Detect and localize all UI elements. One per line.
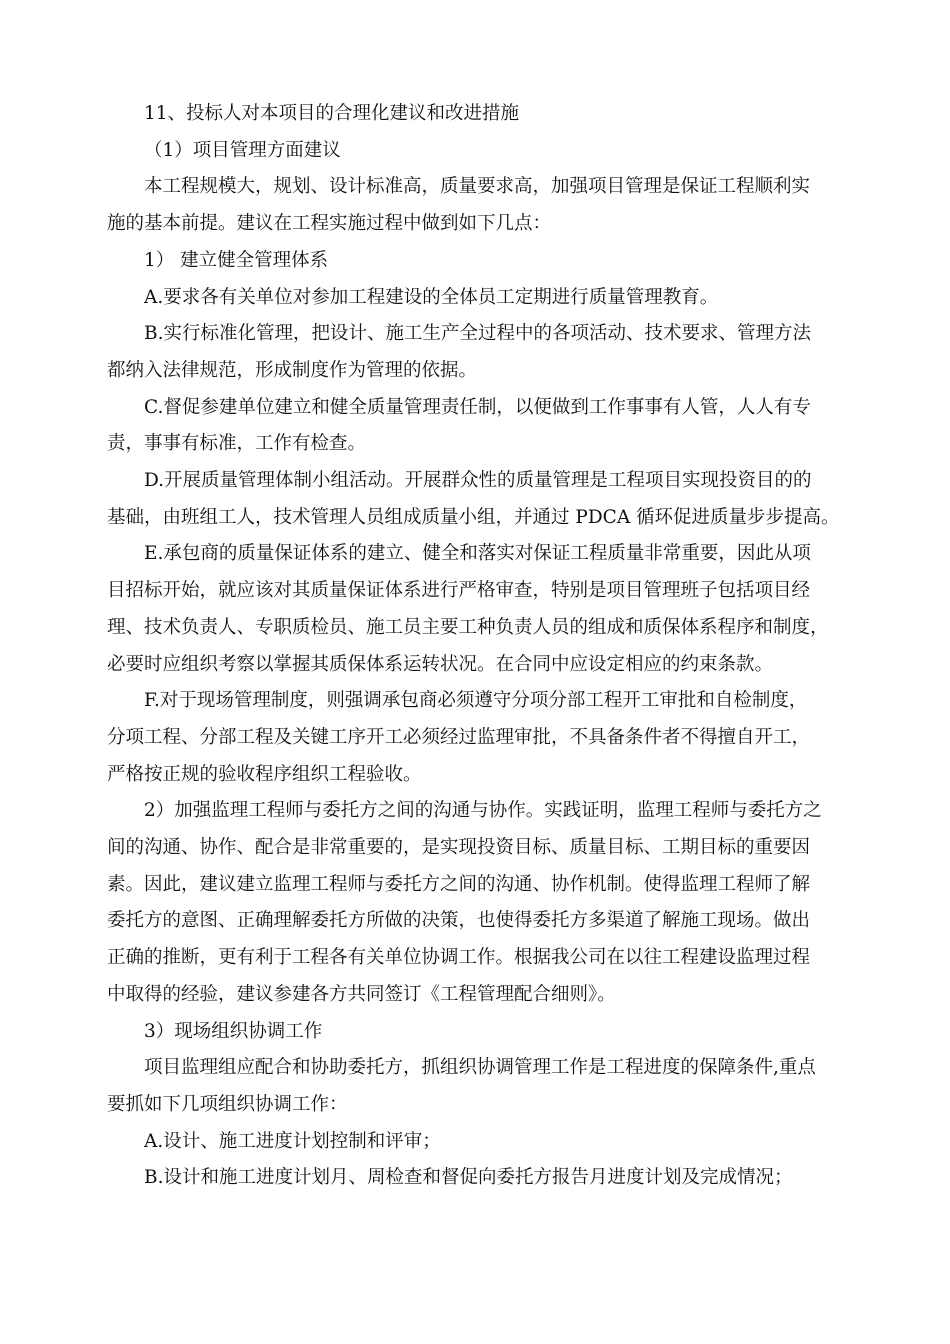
text-line: 严格按正规的验收程序组织工程验收。 <box>107 763 422 785</box>
item-d <box>107 463 842 536</box>
item-e <box>107 536 842 683</box>
text-line: 必要时应组织考察以掌握其质保体系运转状况。在合同中应设定相应的约束条款。 <box>107 653 774 675</box>
text-line: 中取得的经验，建议参建各方共同签订《工程管理配合细则》。 <box>107 983 616 1005</box>
text-line: 本工程规模大，规划、设计标准高，质量要求高，加强项目管理是保证工程顺利实 <box>144 176 811 198</box>
text-line: 项目监理组应配合和协助委托方，抓组织协调管理工作是工程进度的保障条件,重点 <box>144 1057 816 1079</box>
item-3-intro <box>107 1050 842 1123</box>
section-heading: 11、投标人对本项目的合理化建议和改进措施 <box>144 103 520 124</box>
item-2-paragraph <box>107 793 842 1013</box>
text-line: B.实行标准化管理，把设计、施工生产全过程中的各项活动、技术要求、管理方法 <box>144 323 811 345</box>
item-3-title: 3）现场组织协调工作 <box>144 1020 323 1042</box>
subsection-heading: （1）项目管理方面建议 <box>144 139 341 161</box>
text-line: 素。因此，建议建立监理工程师与委托方之间的沟通、协作机制。使得监理工程师了解 <box>107 873 811 895</box>
text-line: 理、技术负责人、专职质检员、施工员主要工种负责人员的组成和质保体系程序和制度， <box>107 616 829 638</box>
text-line: 分项工程、分部工程及关键工序开工必须经过监理审批，不具备条件者不得擅自开工， <box>107 726 811 748</box>
text-line: C.督促参建单位建立和健全质量管理责任制，以便做到工作事事有人管，人人有专 <box>144 396 811 418</box>
item-a: A.要求各有关单位对参加工程建设的全体员工定期进行质量管理教育。 <box>144 286 719 308</box>
item-3-b: B.设计和施工进度计划月、周检查和督促向委托方报告月进度计划及完成情况； <box>144 1167 793 1189</box>
text-line: 2）加强监理工程师与委托方之间的沟通与协作。实践证明，监理工程师与委托方之 <box>144 800 822 822</box>
text-line: 委托方的意图、正确理解委托方所做的决策，也使得委托方多渠道了解施工现场。做出 <box>107 910 811 932</box>
text-line: 都纳入法律规范，形成制度作为管理的依据。 <box>107 359 478 381</box>
text-line: 基础，由班组工人，技术管理人员组成质量小组，并通过 PDCA 循环促进质量步步提高。 <box>107 506 840 528</box>
text-line: 施的基本前提。建议在工程实施过程中做到如下几点： <box>107 213 552 235</box>
item-c <box>107 390 842 463</box>
item-f <box>107 683 842 793</box>
item-1-title: 1） 建立健全管理体系 <box>144 249 329 271</box>
text-line: 间的沟通、协作、配合是非常重要的，是实现投资目标、质量目标、工期目标的重要因 <box>107 837 811 859</box>
text-line: 要抓如下几项组织协调工作： <box>107 1093 348 1115</box>
text-line: 正确的推断，更有利于工程各有关单位协调工作。根据我公司在以往工程建设监理过程 <box>107 947 811 969</box>
text-line: E.承包商的质量保证体系的建立、健全和落实对保证工程质量非常重要，因此从项 <box>144 543 811 565</box>
item-3-a: A.设计、施工进度计划控制和评审； <box>144 1130 441 1152</box>
item-b <box>107 316 842 389</box>
text-line: 目招标开始，就应该对其质量保证体系进行严格审查，特别是项目管理班子包括项目经 <box>107 580 811 602</box>
text-line: D.开展质量管理体制小组活动。开展群众性的质量管理是工程项目实现投资目的的 <box>144 470 812 492</box>
intro-paragraph <box>107 169 842 242</box>
document-body <box>107 96 842 1197</box>
text-line: F.对于现场管理制度，则强调承包商必须遵守分项分部工程开工审批和自检制度， <box>144 690 808 712</box>
text-line: 责，事事有标准，工作有检查。 <box>107 433 367 455</box>
